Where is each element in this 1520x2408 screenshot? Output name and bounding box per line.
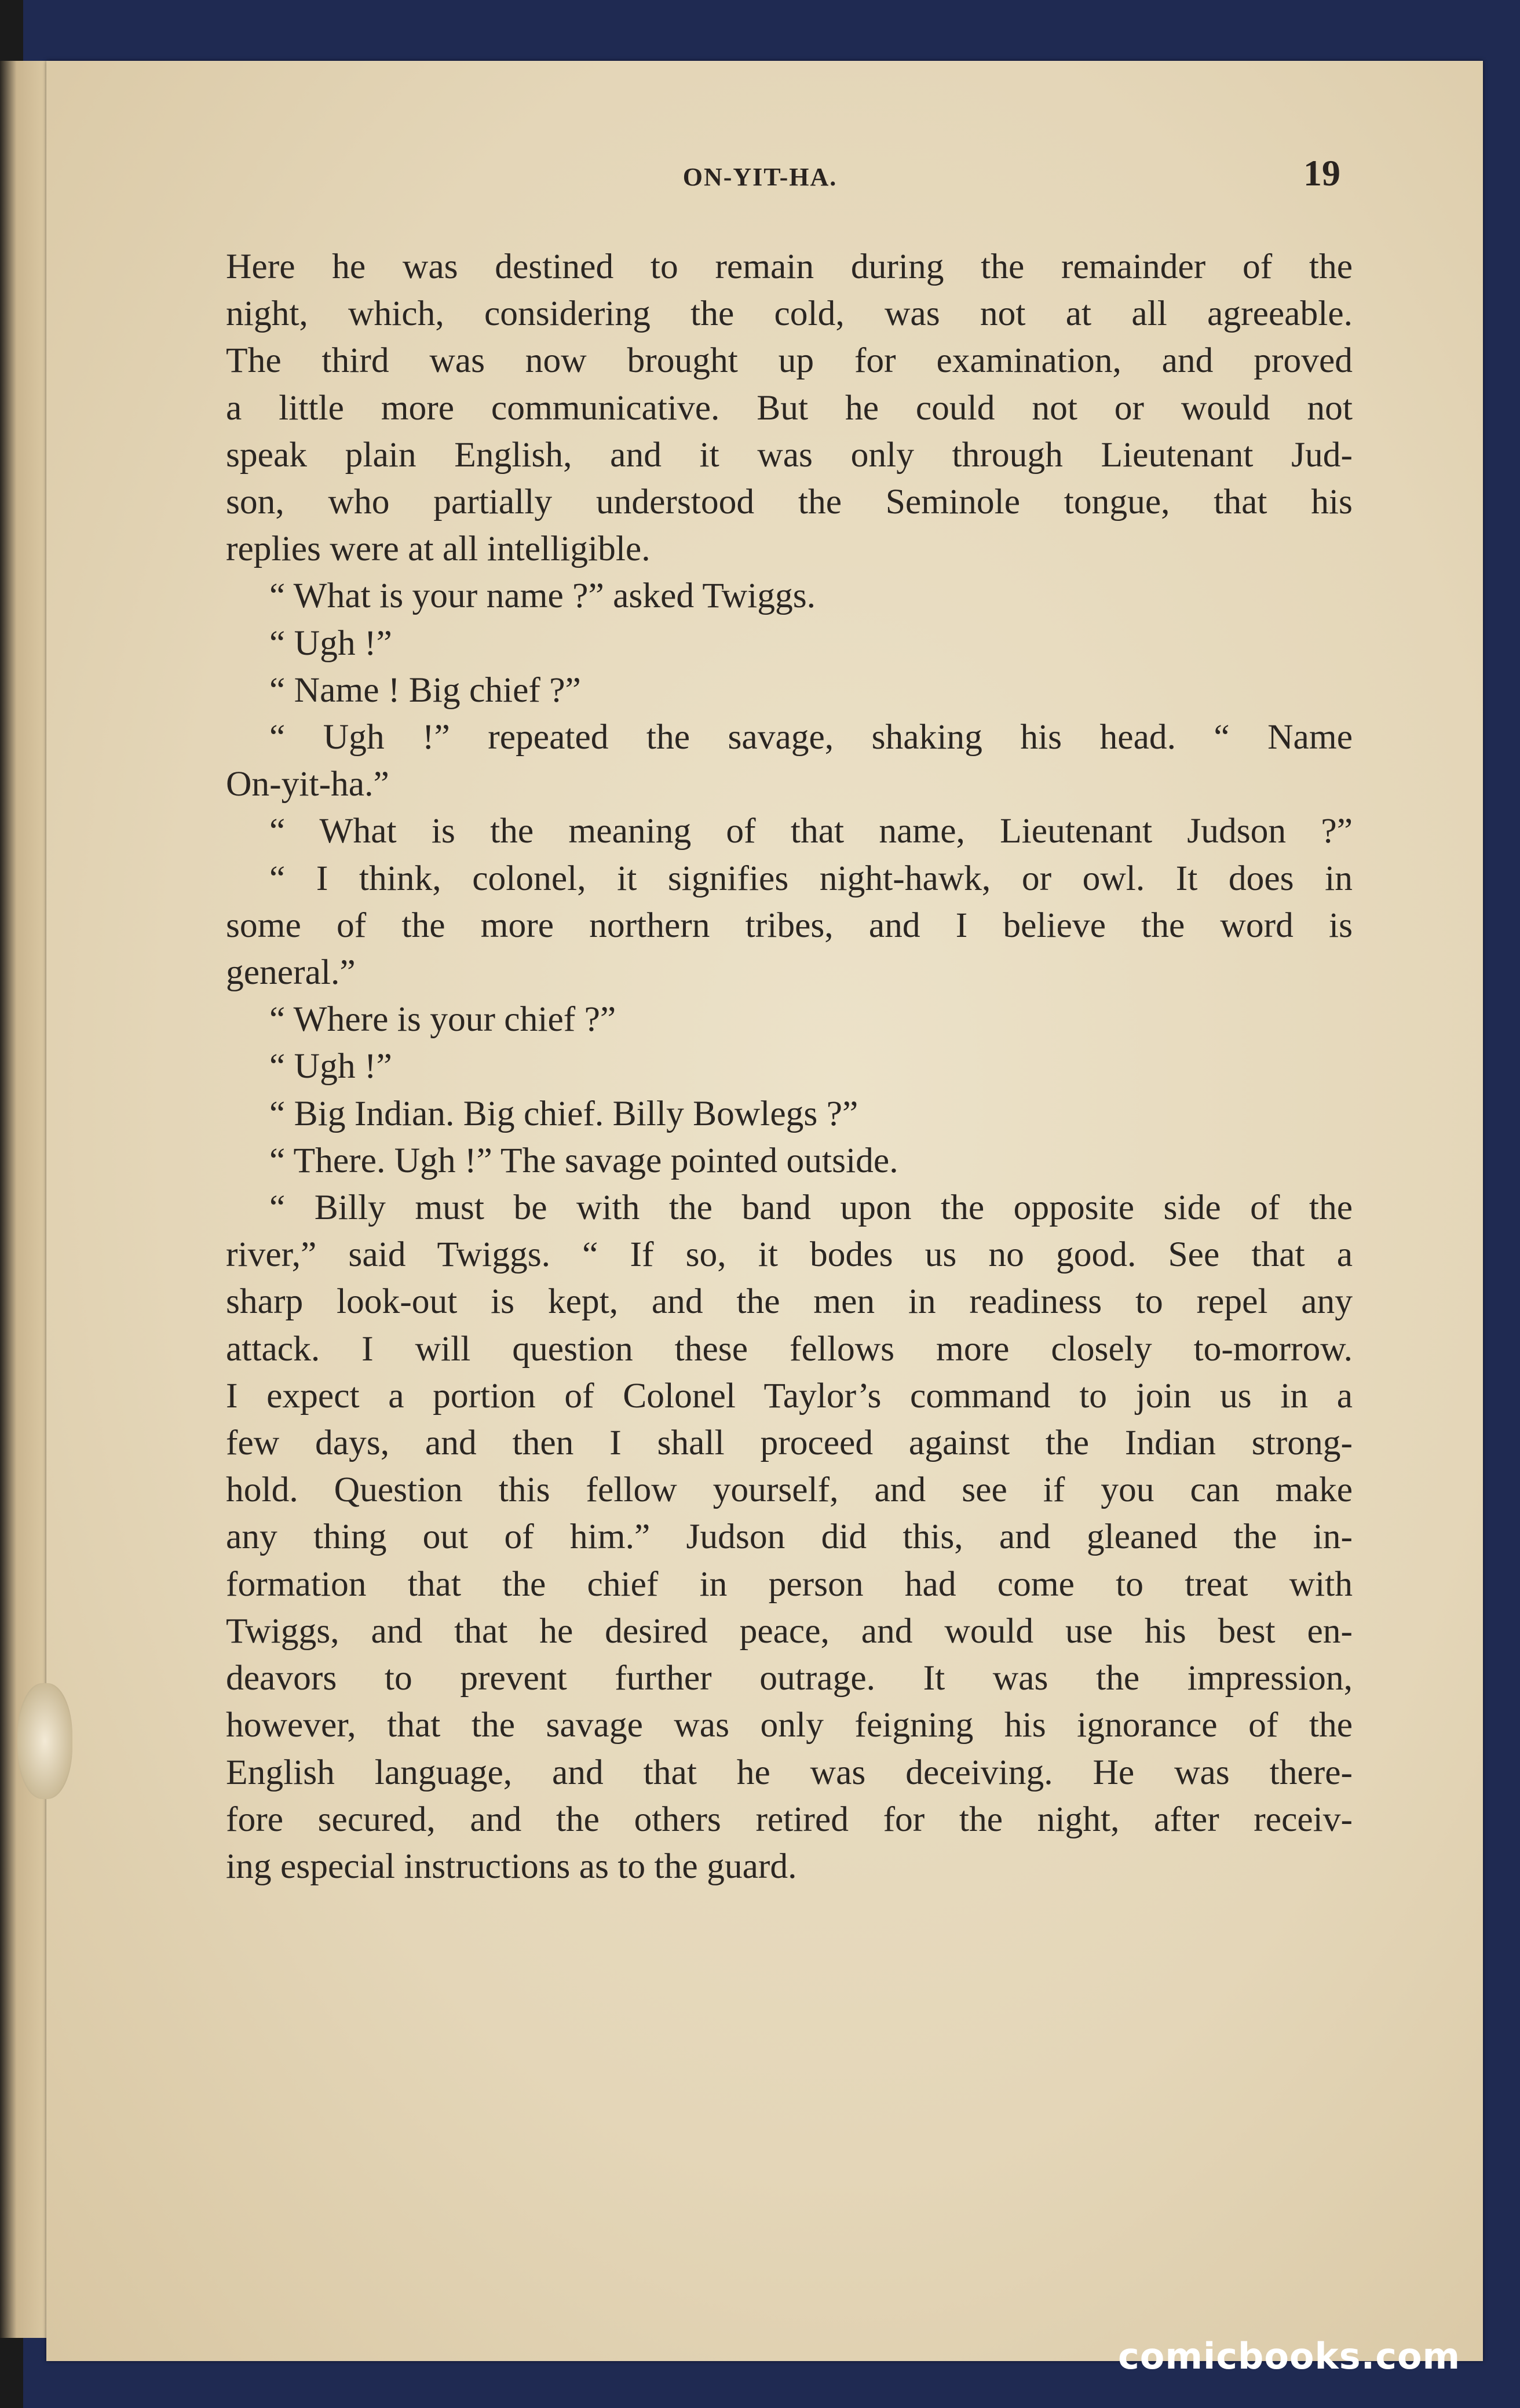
page-number: 19: [1303, 152, 1340, 194]
text-line: formation that the chief in person had come to treat with: [226, 1564, 1353, 1604]
text-line: ing especial instructions as to the guard.: [226, 1846, 797, 1886]
text-line: replies were at all intelligible.: [226, 529, 651, 569]
text-line: “ Ugh !”: [269, 623, 392, 663]
text-line: Twiggs, and that he desired peace, and would use his best en-: [226, 1611, 1353, 1651]
text-line: “ Billy must be with the band upon the opposite side of the: [269, 1188, 1353, 1228]
text-line: “ There. Ugh !” The savage pointed outside.: [269, 1140, 898, 1180]
text-line: general.”: [226, 953, 356, 993]
text-line: some of the more northern tribes, and I believe the word is: [226, 905, 1353, 945]
text-line: “ Big Indian. Big chief. Billy Bowlegs ?”: [269, 1093, 858, 1133]
text-line: “ I think, colonel, it signifies night-hawk, or owl. It does in: [269, 858, 1353, 898]
text-line: I expect a portion of Colonel Taylor’s command to join us in a: [226, 1376, 1353, 1415]
text-line: deavors to prevent further outrage. It was the impression,: [226, 1658, 1353, 1698]
text-line: however, that the savage was only feigning his ignorance of the: [226, 1705, 1353, 1745]
text-line: a little more communicative. But he could not or would not: [226, 388, 1353, 428]
text-line: sharp look-out is kept, and the men in readiness to repel any: [226, 1282, 1353, 1322]
text-line: “ Ugh !” repeated the savage, shaking his head. “ Name: [269, 717, 1353, 757]
site-watermark: comicbooks.com: [1118, 2335, 1461, 2377]
text-line: speak plain English, and it was only through Lieutenant Jud-: [226, 435, 1353, 475]
text-line: “ Where is your chief ?”: [269, 999, 616, 1039]
text-line: “ What is your name ?” asked Twiggs.: [269, 576, 816, 616]
text-line: few days, and then I shall proceed against the Indian strong-: [226, 1423, 1353, 1463]
text-line: English language, and that he was deceiving. He was there-: [226, 1752, 1353, 1792]
text-line: attack. I will question these fellows more closely to-morrow.: [226, 1329, 1353, 1369]
text-line: son, who partially understood the Seminole tongue, that his: [226, 482, 1353, 522]
binding-hole: [17, 1683, 72, 1799]
text-line: The third was now brought up for examination, and proved: [226, 341, 1353, 381]
text-line: “ What is the meaning of that name, Lieutenant Judson ?”: [269, 811, 1353, 851]
text-line: Here he was destined to remain during the remainder of the: [226, 247, 1353, 286]
page-body-text: [226, 243, 1353, 1890]
text-line: hold. Question this fellow yourself, and see if you can make: [226, 1470, 1353, 1510]
text-line: fore secured, and the others retired for the night, after receiv-: [226, 1799, 1353, 1839]
text-line: night, which, considering the cold, was not at all agreeable.: [226, 294, 1353, 334]
text-line: river,” said Twiggs. “ If so, it bodes us no good. See that a: [226, 1235, 1353, 1275]
text-line: any thing out of him.” Judson did this, and gleaned the in-: [226, 1517, 1353, 1557]
text-line: On-yit-ha.”: [226, 764, 389, 804]
text-line: “ Ugh !”: [269, 1046, 392, 1086]
running-head: ON-YIT-HA.: [682, 163, 838, 191]
text-line: “ Name ! Big chief ?”: [269, 670, 581, 710]
